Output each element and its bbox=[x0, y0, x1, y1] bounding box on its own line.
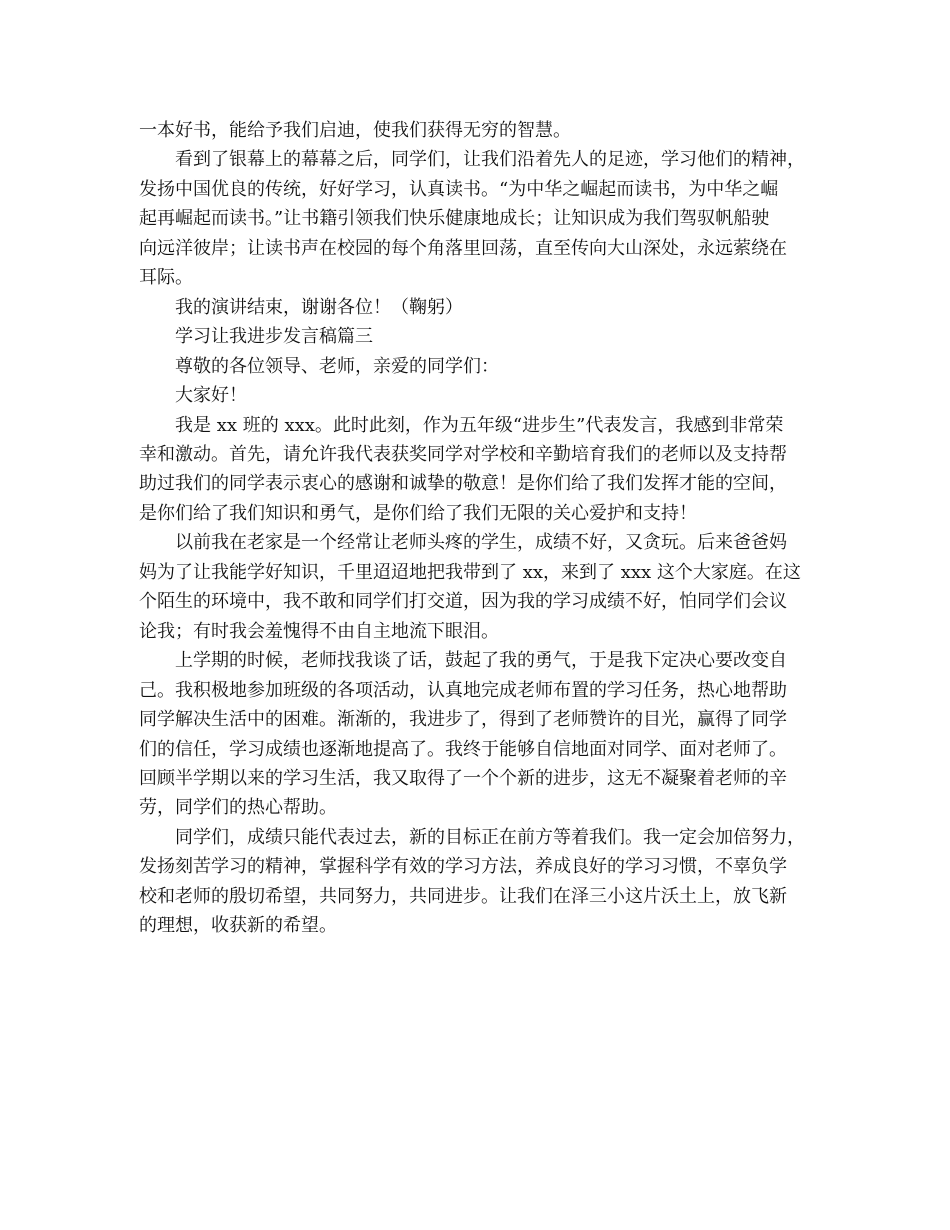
text-line: 的理想，收获新的希望。 bbox=[139, 915, 337, 937]
text-line: 个陌生的环境中，我不敢和同学们打交道，因为我的学习成绩不好，怕同学们会议 bbox=[139, 591, 787, 613]
text-line: 校和老师的殷切希望，共同努力，共同进步。让我们在泽三小这片沃土上，放飞新 bbox=[139, 885, 787, 907]
text-line: 以前我在老家是一个经常让老师头疼的学生，成绩不好，又贪玩。后来爸爸妈 bbox=[175, 532, 787, 554]
text-line: 耳际。 bbox=[139, 267, 193, 289]
text-line: 同学们，成绩只能代表过去，新的目标正在前方等着我们。我一定会加倍努力， bbox=[175, 826, 805, 848]
text-line: 起再崛起而读书。”让书籍引领我们快乐健康地成长；让知识成为我们驾驭帆船驶 bbox=[139, 208, 770, 230]
text-line: 上学期的时候，老师找我谈了话，鼓起了我的勇气，于是我下定决心要改变自 bbox=[175, 650, 787, 672]
text-line: 回顾半学期以来的学习生活，我又取得了一个个新的进步，这无不凝聚着老师的辛 bbox=[139, 767, 787, 789]
text-line: 妈为了让我能学好知识，千里迢迢地把我带到了 xx，来到了 xxx 这个大家庭。在这 bbox=[139, 561, 801, 583]
text-line: 劳，同学们的热心帮助。 bbox=[139, 797, 337, 819]
text-line: 学习让我进步发言稿篇三 bbox=[175, 326, 373, 348]
text-line: 大家好！ bbox=[175, 385, 247, 407]
text-line: 论我；有时我会羞愧得不由自主地流下眼泪。 bbox=[139, 620, 499, 642]
document-body bbox=[139, 116, 819, 941]
text-line: 助过我们的同学表示衷心的感谢和诚挚的敬意！是你们给了我们发挥才能的空间， bbox=[139, 473, 787, 495]
text-line: 同学解决生活中的困难。渐渐的，我进步了，得到了老师赞许的目光，赢得了同学 bbox=[139, 709, 787, 731]
text-line: 尊敬的各位领导、老师，亲爱的同学们： bbox=[175, 355, 499, 377]
text-line: 向远洋彼岸；让读书声在校园的每个角落里回荡，直至传向大山深处，永远萦绕在 bbox=[139, 237, 787, 259]
text-line: 我是 xx 班的 xxx。此时此刻，作为五年级“进步生”代表发言，我感到非常荣 bbox=[175, 414, 784, 436]
text-line: 们的信任，学习成绩也逐渐地提高了。我终于能够自信地面对同学、面对老师了。 bbox=[139, 738, 787, 760]
text-line: 我的演讲结束，谢谢各位！（鞠躬） bbox=[175, 296, 463, 318]
text-line: 发扬刻苦学习的精神，掌握科学有效的学习方法，养成良好的学习习惯，不辜负学 bbox=[139, 856, 787, 878]
text-line: 己。我积极地参加班级的各项活动，认真地完成老师布置的学习任务，热心地帮助 bbox=[139, 679, 787, 701]
text-line: 幸和激动。首先，请允许我代表获奖同学对学校和辛勤培育我们的老师以及支持帮 bbox=[139, 443, 787, 465]
text-line: 是你们给了我们知识和勇气，是你们给了我们无限的关心爱护和支持！ bbox=[139, 502, 697, 524]
text-line: 发扬中国优良的传统，好好学习，认真读书。“为中华之崛起而读书，为中华之崛 bbox=[139, 178, 779, 200]
text-line: 看到了银幕上的幕幕之后，同学们，让我们沿着先人的足迹，学习他们的精神， bbox=[175, 149, 805, 171]
text-line: 一本好书，能给予我们启迪，使我们获得无穷的智慧。 bbox=[139, 120, 571, 141]
